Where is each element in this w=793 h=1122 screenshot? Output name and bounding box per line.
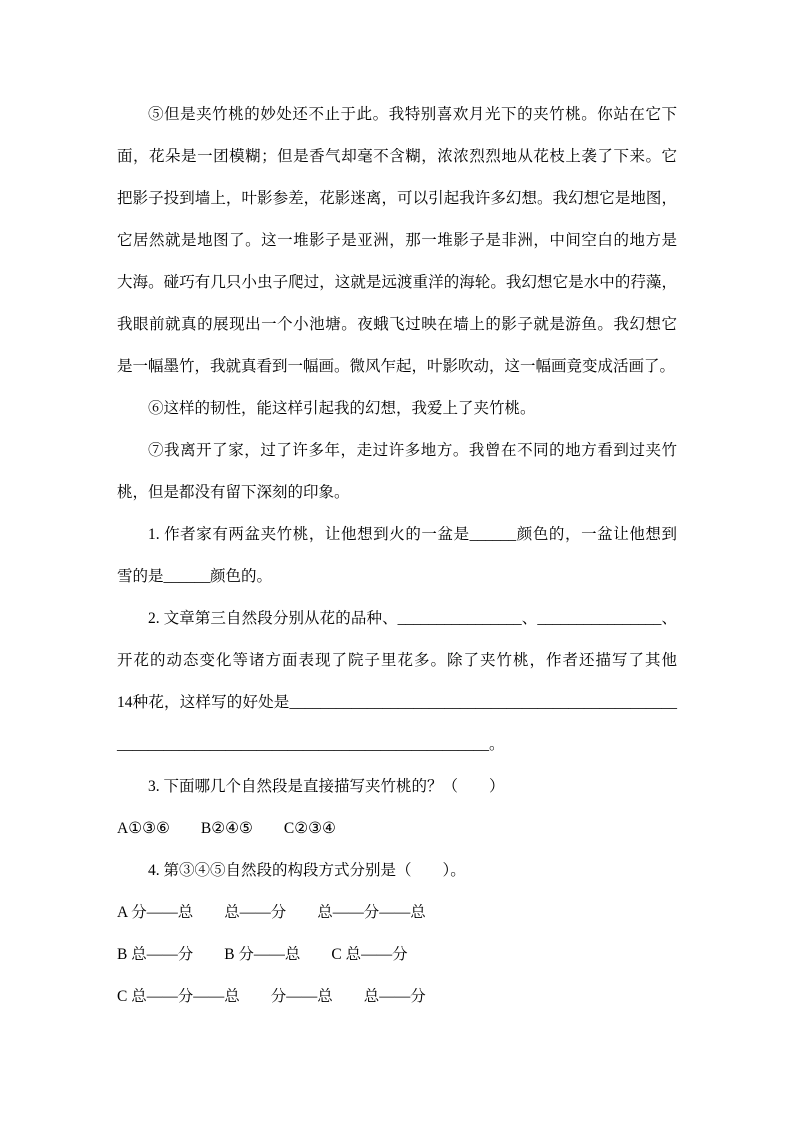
question-2-line: 开花的动态变化等诸方面表现了院子里花多。除了夹竹桃，作者还描写了其他 [117,652,677,669]
essay-paragraph-5-line: ⑤但是夹竹桃的妙处还不止于此。我特别喜欢月光下的夹竹桃。你站在它下 [148,106,677,123]
essay-paragraph-5-line: 大海。碰巧有几只小虫子爬过，这就是远渡重洋的海轮。我幻想它是水中的荇藻， [117,274,677,291]
question-4-option-row: C 总——分——总 分——总 总——分 [117,988,426,1005]
question-2-line: 14种花，这样写的好处是__________________________________________________ [117,694,677,711]
question-3-options: A①③⑥ B②④⑤ C②③④ [117,820,336,837]
essay-paragraph-6: ⑥这样的韧性，能这样引起我的幻想，我爱上了夹竹桃。 [148,400,536,417]
essay-paragraph-5-line: 它居然就是地图了。这一堆影子是亚洲，那一堆影子是非洲，中间空白的地方是 [117,232,677,249]
question-4-option-row: A 分——总 总——分 总——分——总 [117,904,426,921]
question-4-text: 4. 第③④⑤自然段的构段方式分别是（ ）。 [148,862,466,879]
question-2-line: ________________________________________________。 [117,736,505,753]
question-3-text: 3. 下面哪几个自然段是直接描写夹竹桃的？（ ） [148,778,505,795]
question-2-line: 2. 文章第三自然段分别从花的品种、________________、________________、 [148,610,677,627]
essay-paragraph-7-line: ⑦我离开了家，过了许多年，走过许多地方。我曾在不同的地方看到过夹竹 [148,442,677,459]
essay-paragraph-5-line: 是一幅墨竹，我就真看到一幅画。微风乍起，叶影吹动，这一幅画竟变成活画了。 [117,358,676,375]
question-4-option-row: B 总——分 B 分——总 C 总——分 [117,946,408,963]
question-1-line: 1. 作者家有两盆夹竹桃，让他想到火的一盆是______颜色的，一盆让他想到 [148,526,677,543]
essay-paragraph-5-line: 面，花朵是一团模糊；但是香气却毫不含糊，浓浓烈烈地从花枝上袭了下来。它 [117,148,677,165]
question-1-line: 雪的是______颜色的。 [117,568,273,585]
essay-paragraph-7-line: 桃，但是都没有留下深刻的印象。 [117,484,350,501]
essay-paragraph-5-line: 我眼前就真的展现出一个小池塘。夜蛾飞过映在墙上的影子就是游鱼。我幻想它 [117,316,677,333]
essay-paragraph-5-line: 把影子投到墙上，叶影参差，花影迷离，可以引起我许多幻想。我幻想它是地图， [117,190,677,207]
